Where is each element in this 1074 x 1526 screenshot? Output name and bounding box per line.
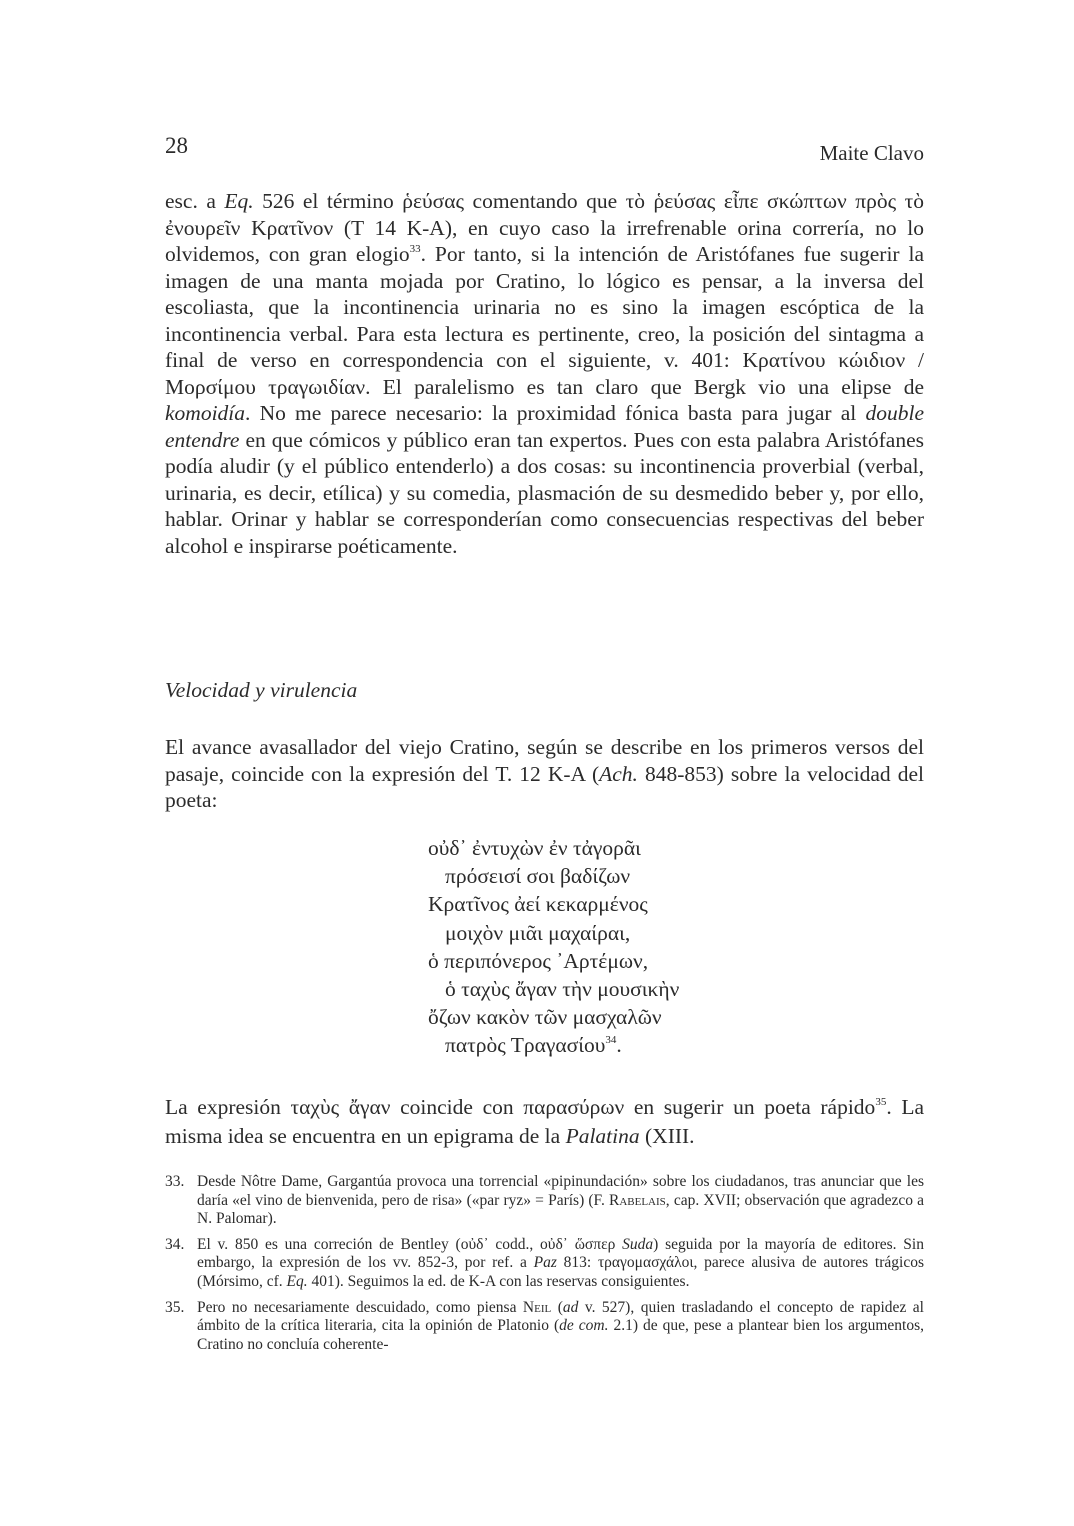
text-run: (XIII. (639, 1123, 695, 1148)
footnote-number: 35. (165, 1298, 185, 1316)
footnote-number: 33. (165, 1173, 185, 1190)
text-run: 2.1) de que, pese a plantear bien los argumentos, Cratino no concluía coherente- (197, 1317, 924, 1353)
work-title: Suda (622, 1235, 654, 1253)
text-run: ( (551, 1298, 563, 1316)
italic-term: double entendre (165, 401, 924, 452)
text-run: Pero no necesariamente descuidado, como piensa (197, 1298, 523, 1316)
work-title: de com. (559, 1317, 609, 1335)
footnote-number: 34. (165, 1235, 185, 1253)
verse-line: πρόσεισί σοι βαδίζων (445, 864, 631, 889)
section-title: Velocidad y virulencia (165, 678, 358, 702)
author-name: Rabelais (608, 1191, 666, 1209)
text-run: El v. 850 es una correción de Bentley (οὐδ᾽ codd., οὐδ᾽ ὥσπερ (197, 1235, 623, 1253)
footnote-ref-35[interactable]: 35 (875, 1096, 887, 1108)
work-abbrev: Eq. (224, 189, 254, 213)
paragraph-1 (165, 188, 924, 559)
footnote-34 (165, 1236, 924, 1292)
verse-line: ὁ ταχὺς ἄγαν τὴν μουσικὴν (445, 977, 680, 1002)
text-run: en que cómicos y público eran tan expertos. Pues con esta palabra Aristófanes podía aludir (y el público entenderlo) a dos cosas: su incontinencia proverbial (verbal, urinaria, es decir, etílica) y su comedia, plasmación de su desmedido beber y, por ello, hablar. Orinar y hablar se corresponderían como consecuencias respectivas del beber alcohol e inspirarse poéticamente. (165, 427, 924, 558)
footnotes (165, 1173, 924, 1361)
text-run: . La misma idea se encuentra en un epigrama de la (165, 1095, 924, 1148)
author-name: Neil (522, 1298, 552, 1316)
text-run: La expresión ταχὺς ἄγαν coincide con παρασύρων en sugerir un poeta rápido (165, 1095, 876, 1119)
text-run: 401). Seguimos la ed. de K-A con las reservas consiguientes. (307, 1272, 690, 1290)
work-title: Palatina (565, 1123, 640, 1148)
verse-line: μοιχὸν μιᾶι μαχαίραι, (445, 920, 631, 945)
text-run: Desde Nôtre Dame, Gargantúa provoca una torrencial «pipinundación» sobre los ciudadanos, tras anunciar que les daría «el vino de bienvenida, pero de risa» («par ryz» = París) (F. (197, 1173, 924, 1209)
work-abbrev: Ach. (599, 761, 638, 786)
work-title: Paz (533, 1254, 557, 1272)
verse-line: ὁ περιπόνερος ᾽Αρτέμων, (428, 948, 649, 973)
text-run: 813: τραγομασχάλοι, parece alusiva de autores trágicos (Mórsimo, cf. (197, 1254, 924, 1290)
running-head: Maite Clavo (819, 141, 924, 165)
text-run: 848-853) sobre la velocidad del poeta: (165, 761, 925, 812)
paragraph-3 (165, 1093, 924, 1150)
footnote-35 (165, 1299, 924, 1355)
page-number: 28 (165, 133, 188, 158)
text-run: , cap. XVII; observación que agradezco a N. Palomar). (197, 1191, 925, 1228)
paragraph-2 (165, 734, 924, 814)
text-run: v. 527), quien trasladando el concepto de rapidez al ámbito de la crítica literaria, cita la opinión de Platonio ( (197, 1298, 924, 1335)
text-run: . Por tanto, si la intención de Aristófanes fue sugerir la imagen de una manta mojada por Cratino, lo lógico es pensar, a la inversa del escoliasta, que la incontinencia urinaria no es sino la imagen escóptica de la incontinencia verbal. Para esta lectura es pertinente, creo, la posición del sintagma a final de verso en correspondencia con el siguiente, v. 401: Κρατίνου κώιδιον / Μορσίμου τραγωιδίαν. El paralelismo es tan claro que Bergk vio una elipse de (165, 242, 924, 399)
text-run: El avance avasallador del viejo Cratino, según se describe en los primeros versos del pasaje, coincide con la expresión del T. 12 K-A ( (165, 735, 924, 786)
text-run: esc. a (165, 189, 225, 213)
italic-term: komoidía (165, 401, 246, 425)
italic-term: ad (562, 1298, 579, 1316)
footnote-ref-34[interactable]: 34 (605, 1034, 617, 1047)
text-run: 526 el término ῥεύσας comentando que τὸ ῥεύσας εἶπε σκώπτων πρὸς τὸ ἐνουρεῖν Κρατῖνον (T 14 K-A), en cuyo caso la irrefrenable orina correría, no lo olvidemos, con gran elogio (165, 189, 925, 266)
greek-quotation (428, 834, 679, 1060)
footnote-33 (165, 1173, 924, 1229)
verse-line: ὄζων κακὸν τῶν μασχαλῶν (428, 1005, 662, 1030)
verse-line: Κρατῖνος ἀεί κεκαρμένος (428, 892, 648, 917)
verse-line: πατρὸς Τραγασίου$^{34}$. (445, 1033, 622, 1058)
page-header (165, 133, 924, 173)
verse-text: πατρὸς Τραγασίου (445, 1033, 606, 1058)
verse-line: οὐδ᾽ ἐντυχὼν ἐν τἀγορᾶι (428, 836, 641, 860)
footnote-ref-33[interactable]: 33 (409, 243, 421, 255)
text-run: . No me parece necesario: la proximidad fónica basta para jugar al (245, 401, 866, 425)
work-abbrev: Eq. (286, 1272, 308, 1290)
text-run: ) seguida por la mayoría de editores. Sin embargo, la expresión de los vv. 852-3, por ref. a (197, 1235, 924, 1272)
